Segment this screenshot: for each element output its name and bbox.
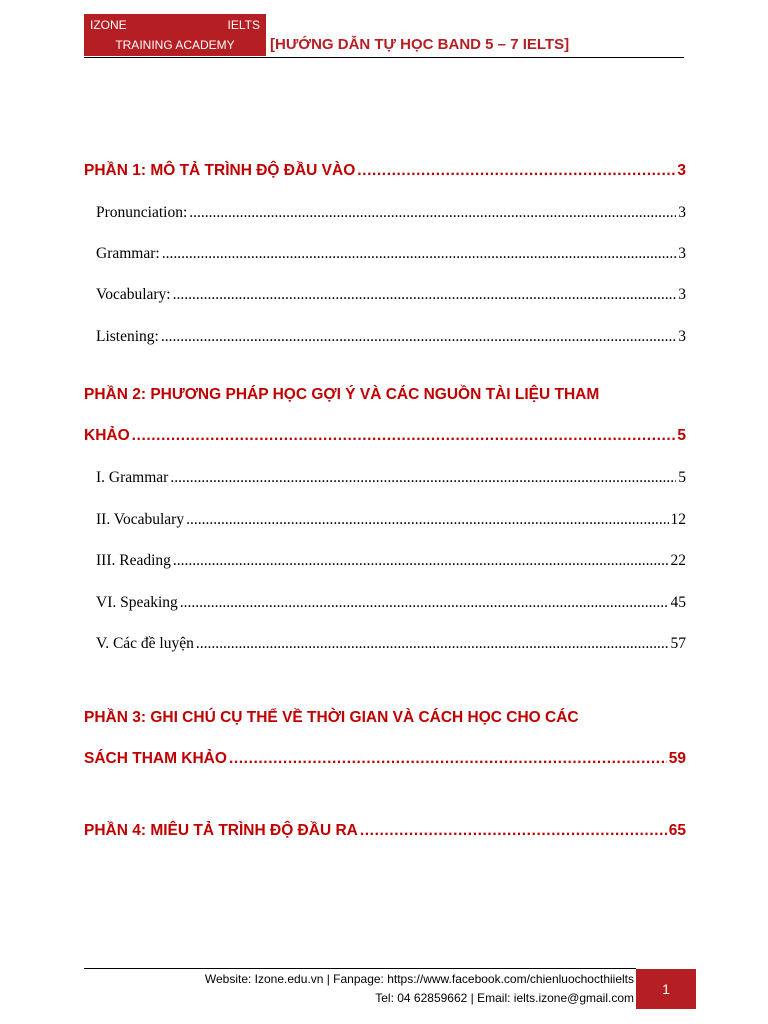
toc-leader — [357, 162, 675, 180]
toc-part2[interactable] — [84, 427, 686, 445]
toc-item-vocabulary[interactable] — [96, 286, 686, 304]
toc-item-label: II. Vocabulary — [96, 511, 185, 528]
toc-leader — [189, 204, 676, 222]
toc-part4-title: PHẦN 4: MIÊU TẢ TRÌNH ĐỘ ĐẦU RA — [84, 822, 358, 839]
header-divider — [84, 57, 684, 58]
toc-leader — [170, 469, 676, 487]
toc-item-label: Grammar: — [96, 245, 160, 262]
toc-item-speaking-section[interactable] — [96, 594, 686, 612]
footer-divider — [84, 968, 636, 969]
toc-leader — [196, 635, 669, 653]
toc-item-listening[interactable] — [96, 328, 686, 346]
toc-part4[interactable] — [84, 822, 686, 840]
toc-part3-title-line2: SÁCH THAM KHẢO — [84, 750, 227, 767]
page-number: 1 — [636, 969, 696, 1009]
toc-item-grammar[interactable] — [96, 245, 686, 263]
toc-item-page: 22 — [670, 552, 686, 569]
toc-item-label: Pronunciation: — [96, 204, 188, 221]
toc-leader — [161, 328, 676, 346]
brand-academy: TRAINING ACADEMY — [115, 38, 235, 52]
toc-item-page: 57 — [670, 635, 686, 652]
toc-part1-title: PHẦN 1: MÔ TẢ TRÌNH ĐỘ ĐẦU VÀO — [84, 162, 356, 179]
toc-part4-page: 65 — [668, 822, 686, 839]
toc-item-label: I. Grammar — [96, 469, 169, 486]
toc-part1[interactable] — [84, 162, 686, 180]
toc-item-pronunciation[interactable] — [96, 204, 686, 222]
toc-leader — [360, 822, 667, 840]
toc-item-page: 3 — [678, 286, 686, 303]
toc-part3-page: 59 — [668, 750, 686, 767]
document-title: [HƯỚNG DẪN TỰ HỌC BAND 5 – 7 IELTS] — [270, 36, 570, 53]
toc-leader — [186, 511, 668, 529]
toc-item-label: Vocabulary: — [96, 286, 171, 303]
toc-leader — [229, 750, 667, 768]
toc-item-page: 45 — [670, 594, 686, 611]
toc-leader — [173, 552, 669, 570]
toc-part3[interactable] — [84, 750, 686, 768]
toc-item-page: 3 — [678, 328, 686, 345]
toc-item-label: V. Các đề luyện — [96, 635, 194, 652]
toc-item-page: 3 — [678, 245, 686, 262]
toc-item-grammar-section[interactable] — [96, 469, 686, 487]
toc-leader — [173, 286, 677, 304]
toc-item-page: 3 — [678, 204, 686, 221]
toc-part2-title-line1[interactable]: PHẦN 2: PHƯƠNG PHÁP HỌC GỢI Ý VÀ CÁC NGUỒN TÀI LIỆU THAM — [84, 386, 600, 403]
toc-part2-title-line2: KHẢO — [84, 427, 130, 444]
toc-part3-title-line1[interactable]: PHẦN 3: GHI CHÚ CỤ THỂ VỀ THỜI GIAN VÀ CÁCH HỌC CHO CÁC — [84, 709, 579, 726]
brand-izone: IZONE — [90, 18, 127, 32]
brand-ielts: IELTS — [227, 18, 260, 32]
toc-item-reading-section[interactable] — [96, 552, 686, 570]
toc-item-label: VI. Speaking — [96, 594, 178, 611]
toc-item-practice-tests[interactable] — [96, 635, 686, 653]
toc-item-vocabulary-section[interactable] — [96, 511, 686, 529]
toc-leader — [162, 245, 677, 263]
toc-leader — [180, 594, 669, 612]
brand-box — [84, 14, 266, 56]
toc-item-page: 5 — [678, 469, 686, 486]
toc-part1-page: 3 — [677, 162, 686, 179]
toc-item-label: III. Reading — [96, 552, 171, 569]
toc-leader — [132, 427, 676, 445]
footer-website: Website: Izone.edu.vn | Fanpage: https://www.facebook.com/chienluochocthiielts — [204, 972, 634, 986]
toc-item-page: 12 — [670, 511, 686, 528]
toc-part2-page: 5 — [677, 427, 686, 444]
footer-contact: Tel: 04 62859662 | Email: ielts.izone@gmail.com — [375, 991, 634, 1005]
toc-item-label: Listening: — [96, 328, 159, 345]
